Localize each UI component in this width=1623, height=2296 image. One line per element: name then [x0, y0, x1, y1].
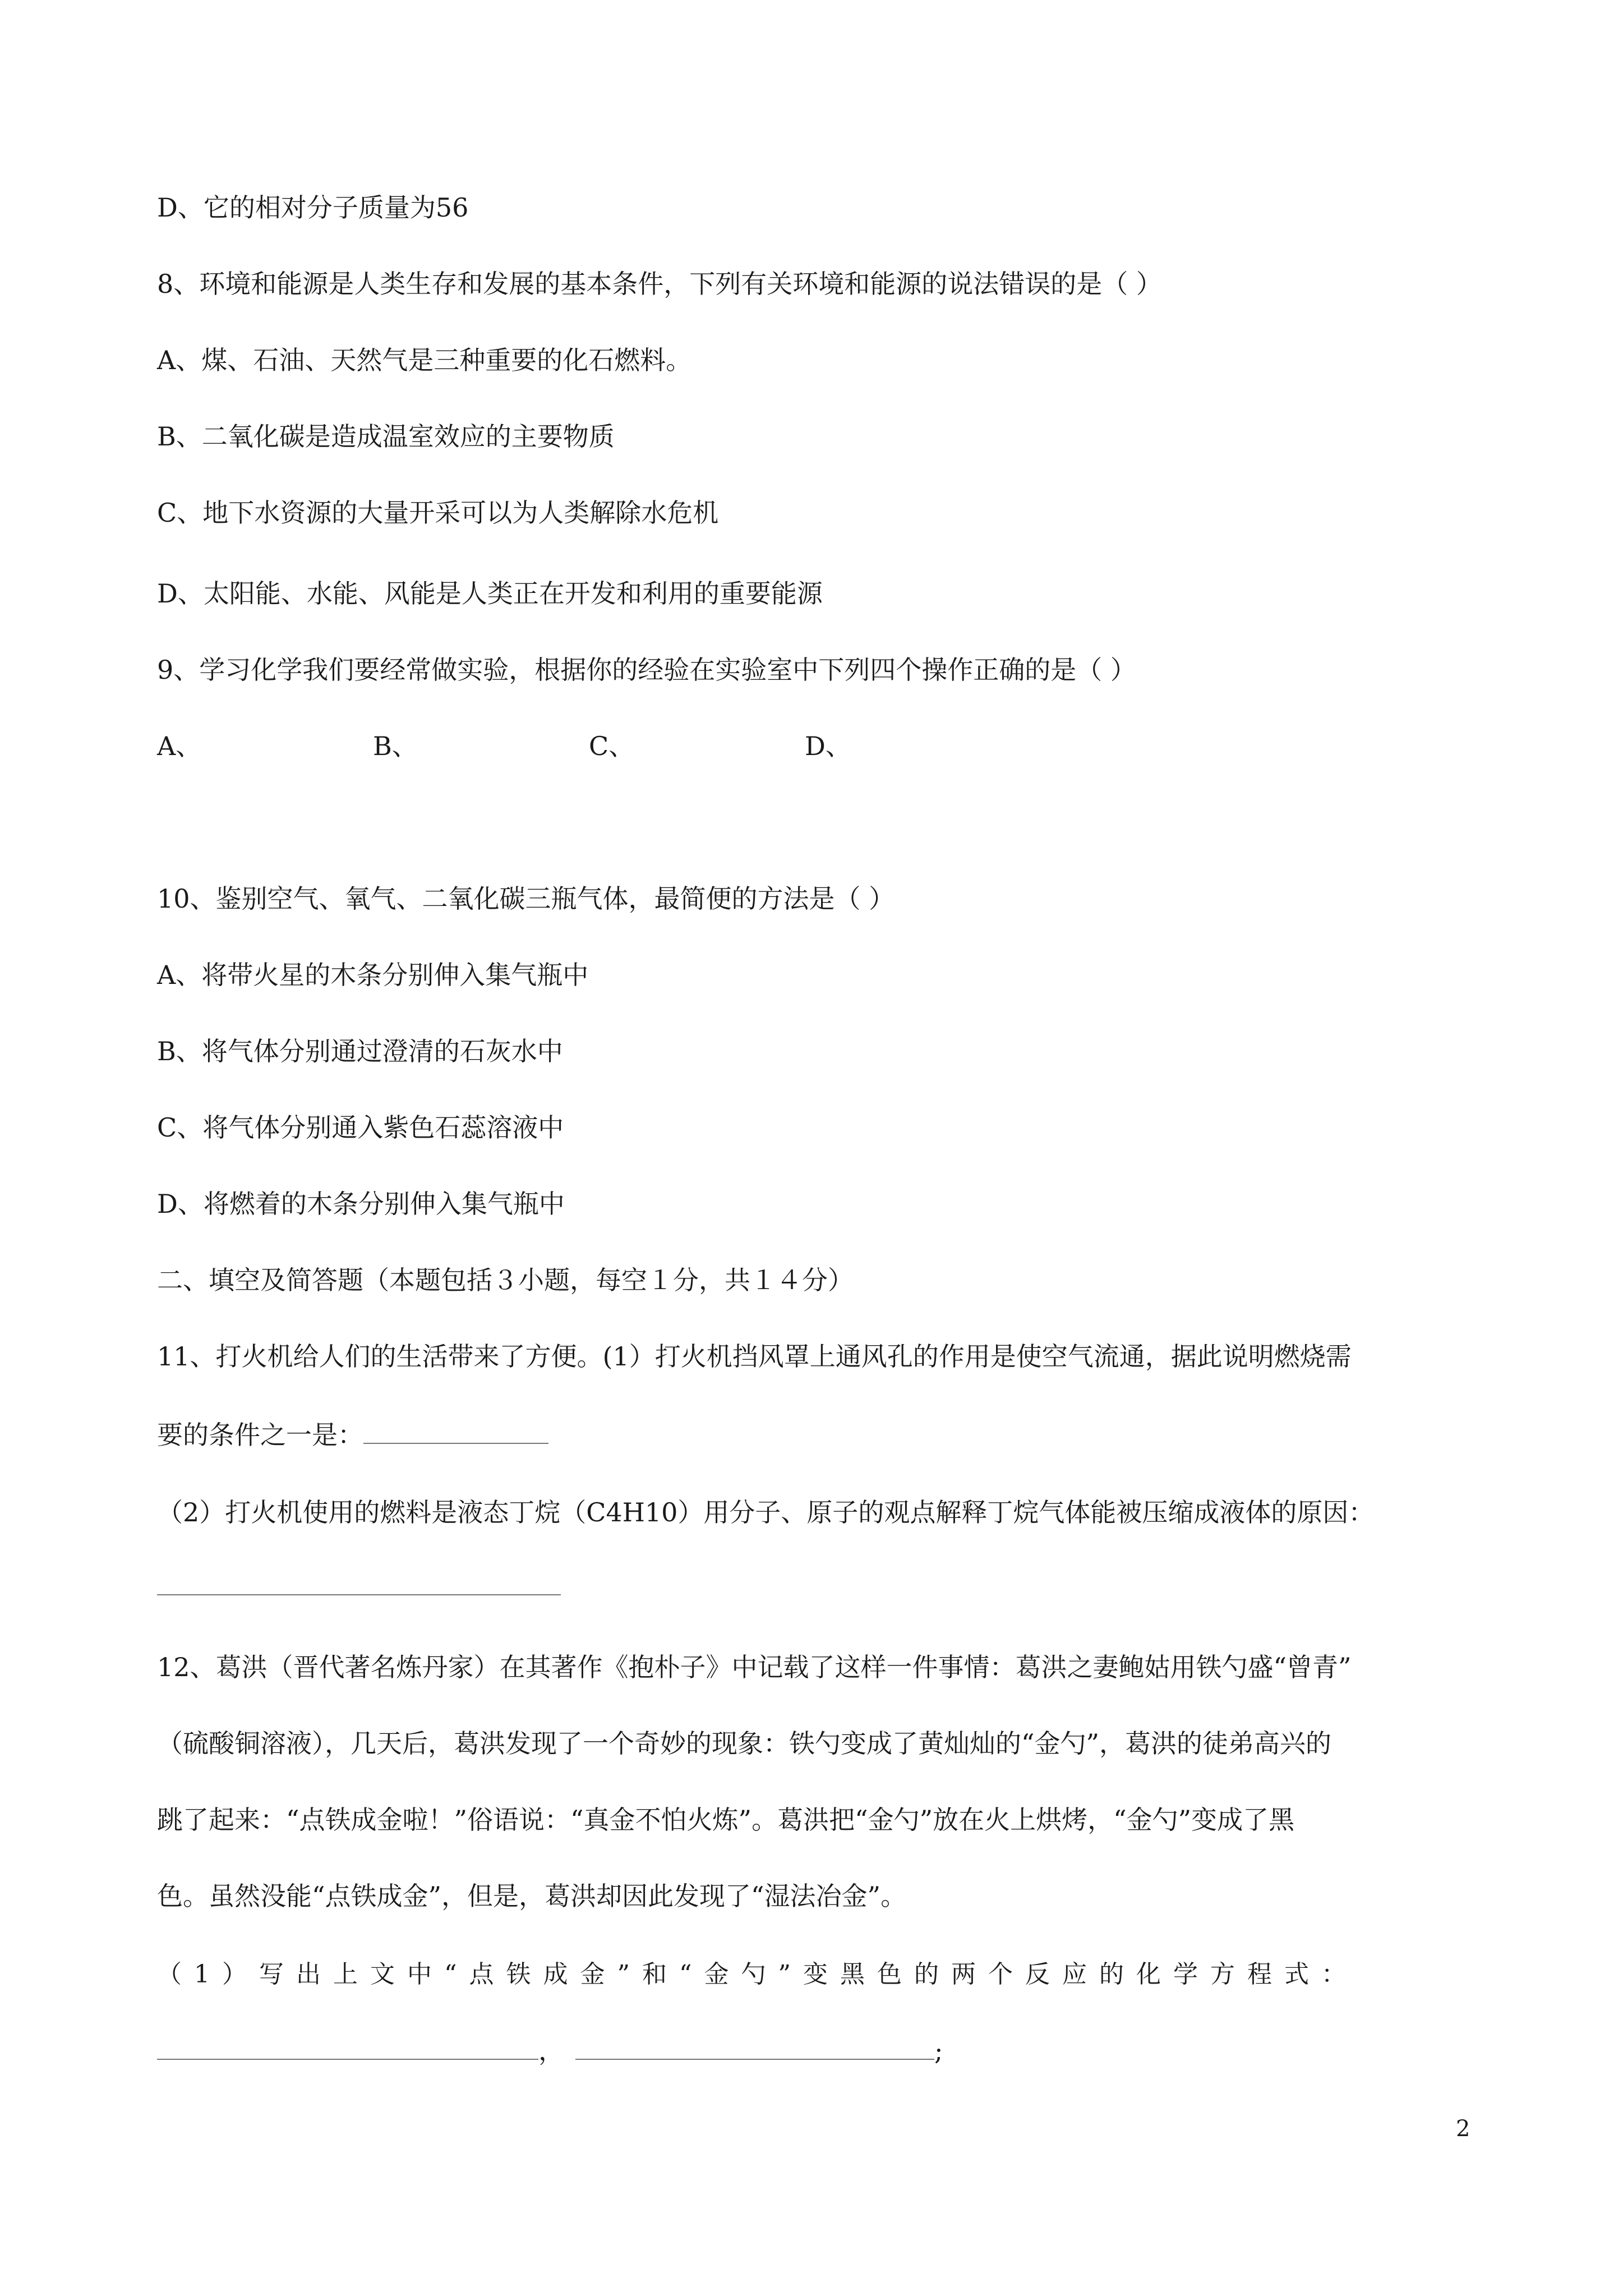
q8-option-a: A、煤、石油、天然气是三种重要的化石燃料。 [157, 345, 692, 375]
q8-option-c: C、地下水资源的大量开采可以为人类解除水危机 [157, 498, 719, 528]
q10-option-d: D、将燃着的木条分别伸入集气瓶中 [157, 1189, 565, 1219]
q9-option-b: B、 [373, 731, 418, 761]
q9-option-d: D、 [805, 731, 851, 761]
q12-sub-1: （1）写出上文中“点铁成金”和“金勺”变黑色的两个反应的化学方程式： [157, 1960, 1358, 1989]
q12-line-4: 色。虽然没能“点铁成金”，但是，葛洪却因此发现了“湿法冶金”。 [157, 1881, 907, 1911]
q11-part-2: （2）打火机使用的燃料是液态丁烷（C4H10）用分子、原子的观点解释丁烷气体能被压缩成液体的原因： [157, 1497, 1375, 1527]
q8-option-b: B、二氧化碳是造成温室效应的主要物质 [157, 421, 615, 452]
q10-option-b: B、将气体分别通过澄清的石灰水中 [157, 1036, 563, 1066]
q10-stem: 10、鉴别空气、氧气、二氧化碳三瓶气体，最简便的方法是（ ） [157, 884, 895, 914]
q12-line-2: （硫酸铜溶液），几天后，葛洪发现了一个奇妙的现象：铁勺变成了黄灿灿的“金勺”，葛洪的徒弟高兴的 [157, 1728, 1332, 1759]
q11-answer-blank-2[interactable] [157, 1570, 561, 1595]
q11-line-1: 11、打火机给人们的生活带来了方便。(1）打火机挡风罩上通风孔的作用是使空气流通，据此说明燃烧需 [157, 1341, 1352, 1372]
q12-answer-separator: ， [538, 2036, 564, 2066]
q9-option-a: A、 [157, 731, 202, 761]
q9-stem: 9、学习化学我们要经常做实验，根据你的经验在实验室中下列四个操作正确的是（ ） [157, 655, 1136, 685]
section-2-heading: 二、填空及简答题（本题包括３小题，每空１分，共１４分） [157, 1265, 854, 1295]
q7-option-d: D、它的相对分子质量为56 [157, 192, 469, 223]
q9-option-c: C、 [589, 731, 635, 761]
q8-stem: 8、环境和能源是人类生存和发展的基本条件，下列有关环境和能源的说法错误的是（ ） [157, 269, 1162, 299]
q10-option-a: A、将带火星的木条分别伸入集气瓶中 [157, 960, 589, 990]
q12-line-3: 跳了起来：“点铁成金啦！”俗语说：“真金不怕火炼”。葛洪把“金勺”放在火上烘烤，“金勺”变成了黑 [157, 1805, 1295, 1835]
q12-sub-1-answers [157, 2034, 943, 2068]
q11-answer-blank-1[interactable] [363, 1418, 548, 1444]
q12-answer-end: ; [934, 2036, 943, 2066]
q12-answer-blank-2[interactable] [575, 2034, 934, 2060]
q11-line-2 [157, 1418, 548, 1452]
q12-answer-blank-1[interactable] [157, 2034, 538, 2060]
q12-line-1: 12、葛洪（晋代著名炼丹家）在其著作《抱朴子》中记载了这样一件事情：葛洪之妻鲍姑用铁勺盛“曾青” [157, 1652, 1352, 1682]
q9-options [157, 729, 1054, 763]
q10-option-c: C、将气体分别通入紫色石蕊溶液中 [157, 1112, 564, 1143]
page-number: 2 [1456, 2116, 1470, 2142]
q8-option-d: D、太阳能、水能、风能是人类正在开发和利用的重要能源 [157, 578, 823, 609]
q11-answer-line-2 [157, 1570, 561, 1603]
q11-line-2-text: 要的条件之一是： [157, 1420, 363, 1450]
